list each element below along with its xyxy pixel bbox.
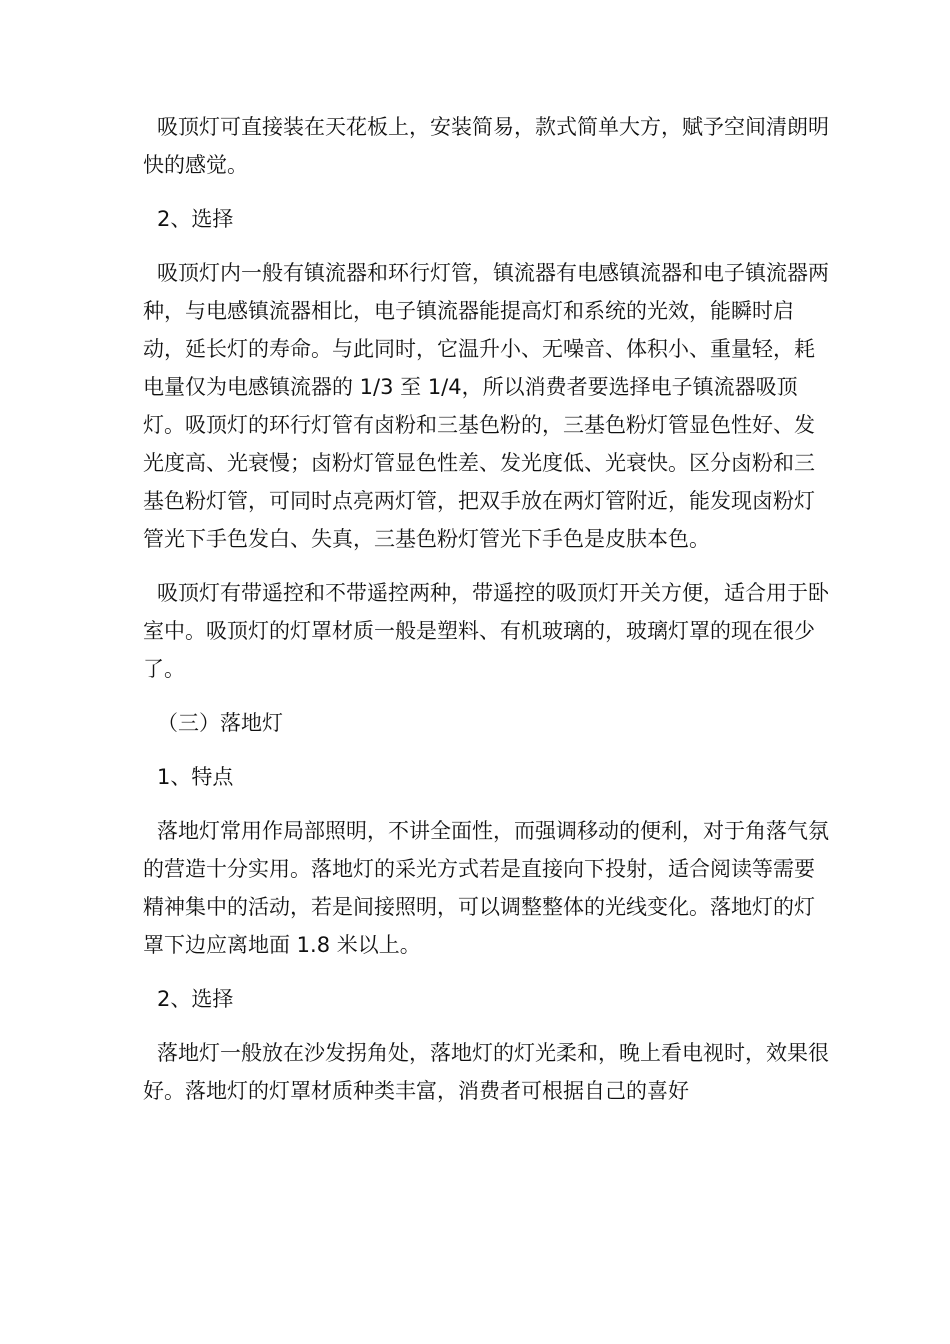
heading-floor-lamp-features: 1、特点 (157, 765, 234, 789)
paragraph-ceiling-lamp-remote: 吸顶灯有带遥控和不带遥控两种，带遥控的吸顶灯开关方便，适合用于卧室中。吸顶灯的灯罩材质一般是塑料、有机玻璃的，玻璃灯罩的现在很少了。 (143, 581, 829, 681)
paragraph-floor-lamp-choose: 落地灯一般放在沙发拐角处，落地灯的灯光柔和，晚上看电视时，效果很好。落地灯的灯罩材质种类丰富，消费者可根据自己的喜好 (143, 1041, 829, 1103)
heading-floor-lamp-choose: 2、选择 (157, 987, 234, 1011)
heading-floor-lamp: （三）落地灯 (157, 711, 283, 735)
paragraph-ceiling-lamp-ballast: 吸顶灯内一般有镇流器和环行灯管，镇流器有电感镇流器和电子镇流器两种，与电感镇流器相比，电子镇流器能提高灯和系统的光效，能瞬时启动，延长灯的寿命。与此同时，它温升小、无噪音、体积小、重量轻，耗电量仅为电感镇流器的 1/3 至 1/4，所以消费者要选择电子镇流器吸顶灯。吸顶灯的环行灯管有卤粉和三基色粉的，三基色粉灯管显色性好、发光度高、光衰慢；卤粉灯管显色性差、发光度低、光衰快。区分卤粉和三基色粉灯管，可同时点亮两灯管，把双手放在两灯管附近，能发现卤粉灯管光下手色发白、失真，三基色粉灯管光下手色是皮肤本色。 (143, 261, 829, 551)
heading-ceiling-lamp-choose: 2、选择 (157, 207, 234, 231)
paragraph-floor-lamp-features: 落地灯常用作局部照明，不讲全面性，而强调移动的便利，对于角落气氛的营造十分实用。落地灯的采光方式若是直接向下投射，适合阅读等需要精神集中的活动，若是间接照明，可以调整整体的光线变化。落地灯的灯罩下边应离地面 1.8 米以上。 (143, 819, 829, 957)
document-page (143, 108, 833, 1110)
paragraph-ceiling-lamp-intro: 吸顶灯可直接装在天花板上，安装简易，款式简单大方，赋予空间清朗明快的感觉。 (143, 115, 829, 177)
